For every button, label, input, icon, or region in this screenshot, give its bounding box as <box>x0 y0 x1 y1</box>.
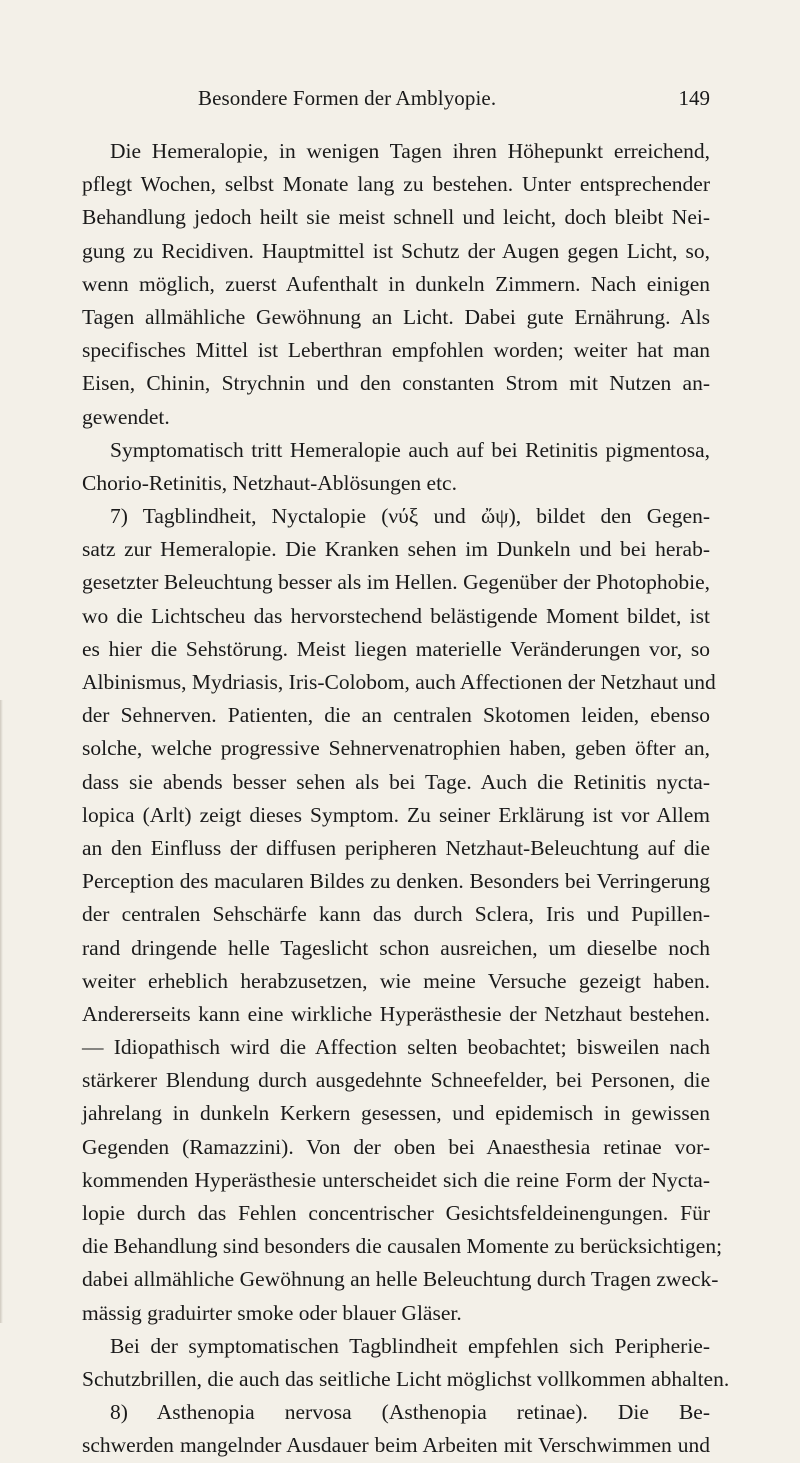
text-line: — Idiopathisch wird die Affection selten beobachtet; bisweilen nach <box>82 1035 710 1060</box>
scan-edge-shadow <box>0 700 3 1323</box>
text-line: satz zur Hemeralopie. Die Kranken sehen im Dunkeln und bei herab- <box>82 537 710 562</box>
text-line: schwerden mangelnder Ausdauer beim Arbeiten mit Verschwimmen und <box>82 1433 710 1458</box>
text-line: an den Einfluss der diffusen peripheren Netzhaut-Beleuchtung auf die <box>82 835 710 860</box>
body-text <box>82 135 730 1463</box>
text-line: die Behandlung sind besonders die causalen Momente zu berücksichtigen; <box>82 1234 723 1259</box>
text-line: Behandlung jedoch heilt sie meist schnell und leicht, doch bleibt Nei- <box>82 205 710 230</box>
text-line: wenn möglich, zuerst Aufenthalt in dunkeln Zimmern. Nach einigen <box>82 271 710 296</box>
text-line: Schutzbrillen, die auch das seitliche Licht möglichst vollkommen abhalten. <box>82 1366 730 1391</box>
text-line: der Sehnerven. Patienten, die an centralen Skotomen leiden, ebenso <box>82 703 710 728</box>
text-line: weiter erheblich herabzusetzen, wie meine Versuche gezeigt haben. <box>82 968 710 993</box>
text-line: stärkerer Blendung durch ausgedehnte Schneefelder, bei Personen, die <box>82 1068 710 1093</box>
text-line: dass sie abends besser sehen als bei Tage. Auch die Retinitis nycta- <box>82 769 710 794</box>
text-line: jahrelang in dunkeln Kerkern gesessen, und epidemisch in gewissen <box>82 1101 710 1126</box>
text-line: Perception des macularen Bildes zu denken. Besonders bei Verringerung <box>82 869 710 894</box>
text-line: 7) Tagblindheit, Nyctalopie (νύξ und ὤψ), bildet den Gegen- <box>110 504 710 529</box>
text-line: Tagen allmähliche Gewöhnung an Licht. Dabei gute Ernährung. Als <box>82 304 710 329</box>
text-line: gesetzter Beleuchtung besser als im Hellen. Gegenüber der Photophobie, <box>82 570 710 595</box>
text-line: mässig graduirter smoke oder blauer Gläser. <box>82 1300 462 1325</box>
running-head <box>82 84 710 112</box>
text-line: Gegenden (Ramazzini). Von der oben bei Anaesthesia retinae vor- <box>82 1134 710 1159</box>
page-number: 149 <box>678 86 710 110</box>
text-line: Bei der symptomatischen Tagblindheit empfehlen sich Peripherie- <box>110 1333 710 1358</box>
text-line: wo die Lichtscheu das hervorstechend belästigende Moment bildet, ist <box>82 603 710 628</box>
text-line: gewendet. <box>82 404 170 429</box>
text-line: Andererseits kann eine wirkliche Hyperästhesie der Netzhaut bestehen. <box>82 1001 710 1026</box>
text-line: pflegt Wochen, selbst Monate lang zu bestehen. Unter entsprechender <box>82 172 710 197</box>
text-line: dabei allmähliche Gewöhnung an helle Beleuchtung durch Tragen zweck- <box>82 1267 719 1292</box>
text-line: Symptomatisch tritt Hemeralopie auch auf bei Retinitis pigmentosa, <box>110 437 710 462</box>
text-line: Die Hemeralopie, in wenigen Tagen ihren Höhepunkt erreichend, <box>110 139 710 163</box>
text-line: Eisen, Chinin, Strychnin und den constanten Strom mit Nutzen an- <box>82 371 710 396</box>
text-line: kommenden Hyperästhesie unterscheidet sich die reine Form der Nycta- <box>82 1167 710 1192</box>
text-line: lopie durch das Fehlen concentrischer Gesichtsfeldeinengungen. Für <box>82 1201 710 1225</box>
text-line: Chorio-Retinitis, Netzhaut-Ablösungen etc. <box>82 470 457 495</box>
text-line: 8) Asthenopia nervosa (Asthenopia retinae). Die Be- <box>110 1400 710 1425</box>
text-line: lopica (Arlt) zeigt dieses Symptom. Zu seiner Erklärung ist vor Allem <box>82 802 710 827</box>
text-line: Albinismus, Mydriasis, Iris-Colobom, auch Affectionen der Netzhaut und <box>82 670 716 694</box>
text-line: der centralen Sehschärfe kann das durch Sclera, Iris und Pupillen- <box>82 902 710 927</box>
text-line: rand dringende helle Tageslicht schon ausreichen, um dieselbe noch <box>82 935 710 960</box>
running-title: Besondere Formen der Amblyopie. <box>198 86 497 110</box>
text-line: specifisches Mittel ist Leberthran empfohlen worden; weiter hat man <box>82 338 710 363</box>
text-line: es hier die Sehstörung. Meist liegen materielle Veränderungen vor, so <box>82 636 710 661</box>
text-line: solche, welche progressive Sehnervenatrophien haben, geben öfter an, <box>82 736 710 761</box>
text-line: gung zu Recidiven. Hauptmittel ist Schutz der Augen gegen Licht, so, <box>82 238 710 263</box>
